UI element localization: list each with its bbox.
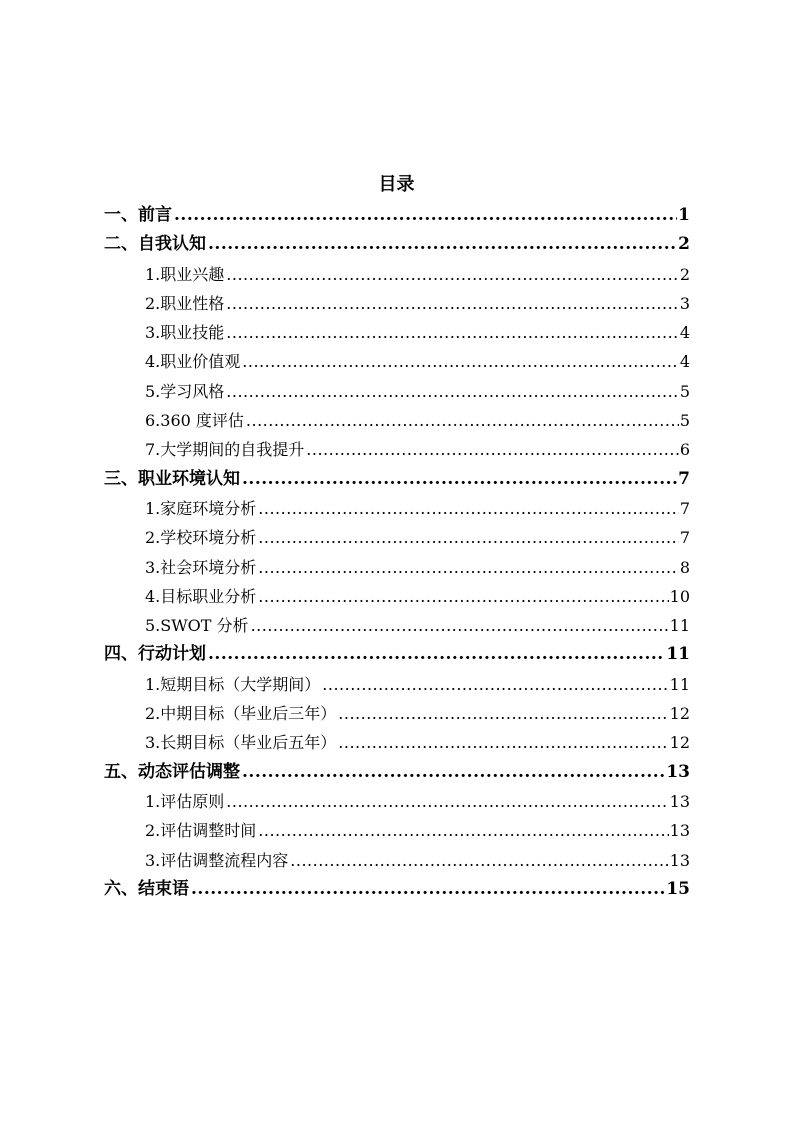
toc-entry-page-number: 15 [666,878,690,899]
toc-dot-leader [226,787,668,816]
toc-dot-leader [306,435,679,464]
toc-dot-leader [290,846,668,875]
toc-entry-page-number: 7 [679,498,690,518]
toc-dot-leader [322,670,668,699]
toc-entry-label: 7.大学期间的自我提升 [145,440,305,460]
toc-subsection-entry[interactable] [104,289,690,318]
toc-dot-leader [208,640,665,669]
toc-dot-leader [226,260,679,289]
toc-entry-label: 2.学校环境分析 [145,528,257,548]
toc-title: 目录 [378,174,415,195]
toc-subsection-entry[interactable] [104,846,690,875]
toc-section-entry[interactable] [104,640,690,669]
toc-dot-leader [191,875,665,904]
toc-dot-leader [258,494,679,523]
toc-dot-leader [251,611,669,640]
toc-subsection-entry[interactable] [104,582,690,611]
toc-entry-page-number: 3 [679,293,690,313]
toc-entry-label: 3.长期目标（毕业后五年） [145,733,337,753]
toc-dot-leader [258,582,668,611]
toc-section-entry[interactable] [104,465,690,494]
toc-entry-page-number: 8 [679,557,690,577]
toc-entry-label: 5.SWOT 分析 [145,616,249,636]
toc-entry-page-number: 2 [679,264,690,284]
toc-entry-page-number: 11 [669,674,690,694]
toc-dot-leader [174,201,677,230]
toc-entry-page-number: 13 [666,761,690,782]
toc-entry-label: 6.360 度评估 [145,411,244,431]
toc-entry-page-number: 11 [669,616,690,636]
toc-dot-leader [258,816,668,845]
toc-subsection-entry[interactable] [104,523,690,552]
toc-subsection-entry[interactable] [104,611,690,640]
toc-entry-page-number: 13 [669,850,690,870]
toc-dot-leader [338,699,668,728]
toc-entry-page-number: 12 [669,733,690,753]
toc-entry-page-number: 4 [679,323,690,343]
toc-dot-leader [246,406,679,435]
toc-entry-page-number: 7 [679,528,690,548]
toc-entry-page-number: 13 [669,821,690,841]
toc-entry-page-number: 5 [679,411,690,431]
toc-entry-page-number: 10 [669,586,690,606]
toc-entry-label: 2.职业性格 [145,293,225,313]
toc-entry-page-number: 13 [669,791,690,811]
toc-subsection-entry[interactable] [104,377,690,406]
toc-entry-label: 5.学习风格 [145,381,225,401]
toc-entry-label: 六、结束语 [104,878,189,899]
toc-entry-label: 二、自我认知 [104,234,206,255]
toc-dot-leader [242,347,679,376]
toc-subsection-entry[interactable] [104,787,690,816]
toc-entry-label: 五、动态评估调整 [104,761,240,782]
toc-entry-label: 三、职业环境认知 [104,468,240,489]
toc-subsection-entry[interactable] [104,494,690,523]
toc-entry-page-number: 7 [678,468,690,489]
toc-entry-label: 2.中期目标（毕业后三年） [145,704,337,724]
toc-subsection-entry[interactable] [104,699,690,728]
toc-entry-page-number: 1 [678,205,690,225]
toc-entry-label: 1.短期目标（大学期间） [145,674,321,694]
toc-subsection-entry[interactable] [104,435,690,464]
toc-subsection-entry[interactable] [104,670,690,699]
toc-dot-leader [338,728,668,757]
toc-dot-leader [226,318,679,347]
toc-entry-page-number: 4 [679,352,690,372]
toc-dot-leader [258,553,679,582]
toc-subsection-entry[interactable] [104,347,690,376]
toc-section-entry[interactable] [104,875,690,904]
toc-entry-page-number: 6 [679,440,690,460]
toc-section-entry[interactable] [104,758,690,787]
toc-entry-label: 1.评估原则 [145,791,225,811]
toc-dot-leader [226,289,679,318]
toc-entry-label: 3.评估调整流程内容 [145,850,289,870]
toc-entry-label: 1.家庭环境分析 [145,498,257,518]
toc-entry-page-number: 5 [679,381,690,401]
toc-dot-leader [258,523,679,552]
toc-entry-label: 2.评估调整时间 [145,821,257,841]
toc-dot-leader [226,377,679,406]
toc-section-entry[interactable] [104,230,690,259]
toc-entry-label: 4.职业价值观 [145,352,241,372]
toc-dot-leader [242,758,665,787]
toc-entry-page-number: 11 [666,644,690,665]
toc-entry-label: 四、行动计划 [104,644,206,665]
toc-section-entry[interactable] [104,201,690,230]
toc-dot-leader [208,230,677,259]
table-of-contents [104,201,690,904]
toc-entry-label: 3.职业技能 [145,323,225,343]
toc-entry-label: 一、前言 [104,205,172,225]
toc-subsection-entry[interactable] [104,816,690,845]
toc-entry-page-number: 2 [678,234,690,255]
toc-subsection-entry[interactable] [104,728,690,757]
toc-dot-leader [242,465,677,494]
toc-entry-page-number: 12 [669,704,690,724]
toc-subsection-entry[interactable] [104,318,690,347]
toc-subsection-entry[interactable] [104,553,690,582]
toc-entry-label: 4.目标职业分析 [145,586,257,606]
toc-entry-label: 3.社会环境分析 [145,557,257,577]
toc-entry-label: 1.职业兴趣 [145,264,225,284]
toc-subsection-entry[interactable] [104,260,690,289]
toc-subsection-entry[interactable] [104,406,690,435]
